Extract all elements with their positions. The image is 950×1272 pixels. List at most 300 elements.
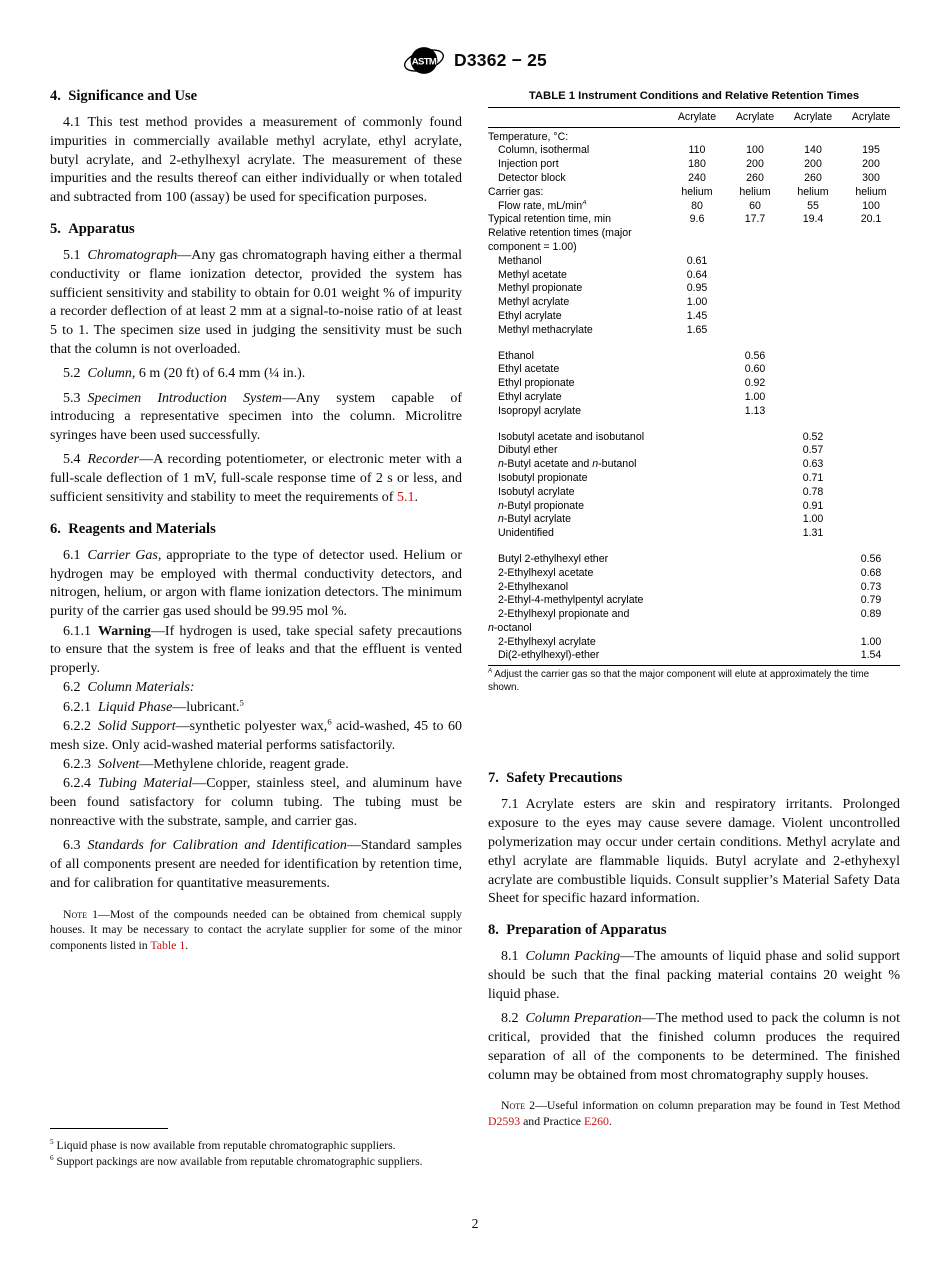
table1-row-label: Unidentified (498, 527, 554, 540)
table1-value-cell (842, 310, 900, 324)
table1-value-cell: 200 (746, 158, 764, 171)
text-segment: —Any gas chromatograph having either a thermal conductivity or flame ionization detector, provided the system has sufficient sensitivity and stability to obtain for 0.01 weight % of impurity a recorder deflection of at least 2 mm at a signal-to-noise ratio of at least 5 to 1. The specimen size used in judging the sensitivity must be such that the column is not overloaded. (50, 247, 462, 357)
table1-value-cell: 9.6 (689, 213, 705, 226)
text-segment: 8.2 (501, 1011, 526, 1027)
table1-row-label: Ethanol (498, 349, 534, 362)
table1-value-cell (668, 513, 726, 527)
table1-spacer-row (488, 541, 900, 553)
table1-value-cell (726, 567, 784, 581)
table1-value-cell: 140 (804, 144, 822, 157)
text-segment: and Practice (520, 1114, 584, 1129)
table1-row-label: Isobutyl acrylate (498, 485, 575, 498)
table1-row-label: Methanol (498, 254, 542, 267)
table1-value-cell: 0.95 (686, 282, 708, 295)
text-segment: Column Materials: (87, 680, 195, 696)
table1-value-cell (842, 350, 900, 364)
table1-column-header: Acrylate (842, 108, 900, 128)
text-segment: n (498, 513, 504, 526)
table1-row-label: Ethyl acrylate (498, 390, 562, 403)
text-segment: . (414, 490, 418, 506)
table1-value-cell (842, 444, 900, 458)
table1-value-cell (668, 458, 726, 472)
table1-row (488, 363, 900, 377)
note-2 (488, 1098, 900, 1129)
table1-row-label: Temperature, °C: (488, 130, 569, 143)
table1-value-cell: 0.61 (686, 254, 708, 267)
table1-row-label: Column, isothermal (498, 144, 590, 157)
table1-value-cell (726, 553, 784, 567)
table1-value-cell (842, 377, 900, 391)
table1-row-label (488, 500, 668, 514)
text-segment: -octanol (493, 621, 532, 634)
table1-value-cell (668, 127, 726, 144)
table1-value-cell (668, 363, 726, 377)
para-6-1 (50, 547, 462, 622)
table1-row (488, 527, 900, 541)
table1-value-cell (726, 255, 784, 269)
text-segment: 6.2.4 (63, 776, 98, 792)
table1-row-label (488, 227, 668, 255)
table1-row (488, 458, 900, 472)
text-segment: —synthetic polyester wax, (175, 719, 328, 735)
table1-value-cell (784, 227, 842, 255)
table1-value-cell (784, 391, 842, 405)
table1-value-cell (784, 594, 842, 608)
table1-row-label: Ethyl acrylate (498, 309, 562, 322)
text-segment: 6.1 (63, 547, 88, 563)
table1-row (488, 608, 900, 636)
table1-row-label: Methyl propionate (498, 282, 583, 295)
table1-value-cell: 0.57 (802, 444, 824, 457)
table1-value-cell: 0.92 (744, 377, 766, 390)
table1-value-cell (842, 282, 900, 296)
table1-value-cell (842, 296, 900, 310)
table1-value-cell: 300 (862, 171, 880, 184)
table1-value-cell (784, 296, 842, 310)
table1-value-cell (668, 227, 726, 255)
table1-row-label (488, 200, 668, 214)
text-segment: 6.2.2 (63, 719, 98, 735)
table1-value-cell: 60 (749, 199, 761, 212)
table1-value-cell: helium (681, 185, 713, 198)
table1-value-cell (726, 458, 784, 472)
table1-value-cell: 0.79 (860, 594, 882, 607)
table1-value-cell (784, 324, 842, 338)
table1-row (488, 513, 900, 527)
document-number: D3362 − 25 (454, 50, 547, 70)
table1-value-cell (726, 594, 784, 608)
table1-value-cell (784, 127, 842, 144)
table1-row (488, 310, 900, 324)
footnote-block (50, 1128, 464, 1170)
text-segment: —Any system capable of introducing a representative specimen into the column. Microlitre syringes have been used successfully. (50, 390, 462, 444)
table1-value-cell: 1.54 (860, 649, 882, 662)
table1-row (488, 444, 900, 458)
table1-value-cell: 0.78 (802, 485, 824, 498)
table1 (488, 90, 900, 694)
table1-spacer-row (488, 338, 900, 350)
text-segment: . (185, 938, 189, 953)
table1-row (488, 649, 900, 665)
table1-row (488, 405, 900, 419)
table1-value-cell (726, 282, 784, 296)
text-segment: acid-washed, 45 to 60 mesh size. Only acid-washed material performs satisfactorily. (50, 719, 463, 753)
table1-value-cell (784, 269, 842, 283)
table1-value-cell: helium (739, 185, 771, 198)
table1-spacer-cell (488, 541, 900, 553)
table1-row-label (488, 513, 668, 527)
table1-value-cell (726, 310, 784, 324)
table1-value-cell (726, 269, 784, 283)
text-segment: 6.2.3 (63, 757, 98, 773)
table1-value-cell (726, 608, 784, 636)
table1-value-cell: 1.00 (802, 513, 824, 526)
table1-value-cell (668, 608, 726, 636)
table1-value-cell (784, 649, 842, 665)
table1-value-cell (668, 553, 726, 567)
table1-value-cell: 0.73 (860, 580, 882, 593)
table1-value-cell: 80 (691, 199, 703, 212)
table1-row-label: Detector block (498, 171, 566, 184)
text-segment: Note (63, 906, 88, 921)
table1-value-cell: 19.4 (802, 213, 824, 226)
table1-row-label: Methyl methacrylate (498, 323, 593, 336)
table1-value-cell (842, 472, 900, 486)
text-segment: Tubing Material (98, 776, 193, 792)
table1-spacer-cell (488, 419, 900, 431)
table1-value-cell: 200 (862, 158, 880, 171)
text-segment: 6.2.1 (63, 699, 98, 715)
para-5-4 (50, 451, 462, 507)
table1-row-label: 2-Ethylhexanol (498, 580, 569, 593)
text-segment: n (592, 458, 599, 471)
table1-row (488, 567, 900, 581)
text-segment: 5 (50, 1138, 54, 1147)
footnote-rule (50, 1128, 168, 1129)
text-segment: 6.1.1 (63, 623, 98, 639)
table1-value-cell (726, 296, 784, 310)
table1-value-cell: 0.64 (686, 268, 708, 281)
table1-corner-cell (488, 108, 668, 128)
table1-value-cell: 100 (746, 144, 764, 157)
text-segment: n (498, 458, 504, 471)
table1-value-cell: 0.63 (802, 458, 824, 471)
text-segment: 2—Useful information on column preparation may be found in Test Method (525, 1098, 900, 1113)
page-number: 2 (471, 1216, 479, 1231)
table1-value-cell (668, 350, 726, 364)
table1-value-cell: 1.65 (686, 323, 708, 336)
text-segment: 6 (327, 716, 332, 727)
para-6-3 (50, 837, 462, 893)
table1-value-cell: 0.68 (860, 566, 882, 579)
text-segment: component = 1.00) (488, 240, 577, 253)
table1-value-cell (668, 581, 726, 595)
table1-row-label: Isobutyl acetate and isobutanol (498, 430, 645, 443)
table1-value-cell (842, 527, 900, 541)
table1-value-cell: 100 (862, 199, 880, 212)
text-segment: 7.1 Acrylate esters are skin and respiratory irritants. Prolonged exposure to the eyes may cause severe damage. Violent uncontrolled polymerization may occur under certain conditions. Methyl acrylate and ethyl acrylate are flammable liquids. Butyl acrylate and 2-ethyhexyl acrylate are combustible liquids. Consult supplier’s Material Safety Data Sheet for specific hazard information. (488, 797, 900, 907)
table1-value-cell (784, 608, 842, 636)
table1-value-cell: 0.91 (802, 499, 824, 512)
astm-logo-text: ASTM (411, 56, 437, 68)
table1-value-cell: 1.00 (686, 296, 708, 309)
table1-value-cell (726, 527, 784, 541)
text-segment: Relative retention times (major (488, 227, 632, 240)
text-segment: n (498, 499, 504, 512)
table1-row (488, 500, 900, 514)
page-header (0, 42, 950, 79)
table1-value-cell (842, 458, 900, 472)
table1-row (488, 594, 900, 608)
table1-value-cell (842, 405, 900, 419)
table1-row (488, 255, 900, 269)
cross-reference-link[interactable]: Table 1 (150, 938, 186, 953)
table1-value-cell: 1.00 (744, 390, 766, 403)
table1-row (488, 213, 900, 227)
table1-row (488, 269, 900, 283)
text-segment: 6 m (20 ft) of 6.4 mm (¼ in.). (135, 366, 306, 382)
table1-row-label: Isobutyl propionate (498, 471, 588, 484)
table1-value-cell: helium (855, 185, 887, 198)
text-segment: Chromatograph (87, 247, 178, 263)
text-segment: Liquid Phase (98, 699, 173, 715)
text-segment: 2-Ethylhexyl propionate and (498, 608, 630, 621)
table1-row-label: Methyl acetate (498, 268, 567, 281)
table1-grid (488, 107, 900, 666)
table1-value-cell: 1.45 (686, 309, 708, 322)
text-segment: Column Preparation (525, 1011, 642, 1027)
text-segment: 6.2 (63, 680, 88, 696)
table1-value-cell (784, 581, 842, 595)
table1-value-cell (842, 431, 900, 445)
table1-value-cell: 180 (688, 158, 706, 171)
table1-row (488, 636, 900, 650)
table1-value-cell (726, 444, 784, 458)
text-segment: 6.3 (63, 838, 88, 854)
astm-logo-icon (403, 42, 445, 79)
text-segment: 5.3 (63, 390, 88, 406)
footnote-6 (50, 1154, 464, 1170)
table1-value-cell (726, 431, 784, 445)
table1-value-cell (726, 649, 784, 665)
para-7-1 (488, 796, 900, 909)
text-segment: 6 (50, 1154, 54, 1163)
table1-value-cell: 0.52 (802, 430, 824, 443)
table1-value-cell (784, 405, 842, 419)
text-segment: . (608, 1114, 612, 1129)
table1-value-cell: 240 (688, 171, 706, 184)
table1-value-cell: 1.31 (802, 527, 824, 540)
table1-row-label: Ethyl propionate (498, 377, 575, 390)
table1-value-cell (668, 500, 726, 514)
table1-value-cell (668, 649, 726, 665)
text-segment: Support packings are now available from reputable chromatographic suppliers. (53, 1155, 423, 1169)
table1-value-cell (842, 255, 900, 269)
table1-row-label (488, 608, 668, 636)
table1-value-cell (668, 431, 726, 445)
para-4-1 (50, 114, 462, 208)
table1-row (488, 227, 900, 255)
table1-value-cell (784, 363, 842, 377)
text-segment: —Methylene chloride, reagent grade. (139, 757, 349, 773)
table1-column-header: Acrylate (726, 108, 784, 128)
table1-value-cell (668, 486, 726, 500)
table1-value-cell: 17.7 (744, 213, 766, 226)
table1-row-label (488, 458, 668, 472)
table1-value-cell (668, 636, 726, 650)
note-1 (50, 907, 462, 954)
table1-value-cell (668, 472, 726, 486)
text-segment: n (488, 621, 494, 634)
table1-row-label: 2-Ethyl-4-methylpentyl acrylate (498, 594, 644, 607)
text-segment: Warning (98, 623, 151, 639)
text-segment: Liquid phase is now available from reputable chromatographic suppliers. (53, 1139, 396, 1152)
text-segment: Column, (87, 366, 136, 382)
text-segment: —A recording potentiometer, or electronic meter with a full-scale deflection of 1 mV, full-scale response time of 2 s or less, and sufficient sensitivity and stability to meet the requirements of (50, 452, 462, 506)
text-segment: Solid Support (98, 719, 176, 735)
table1-row-label: Typical retention time, min (488, 213, 612, 226)
table1-value-cell: 195 (862, 144, 880, 157)
table1-value-cell (842, 324, 900, 338)
table1-value-cell (842, 391, 900, 405)
text-segment: Standards for Calibration and Identification (87, 838, 347, 854)
table1-value-cell (726, 581, 784, 595)
table1-value-cell: 20.1 (860, 213, 882, 226)
table1-value-cell (726, 324, 784, 338)
table1-value-cell (668, 527, 726, 541)
table1-value-cell: 0.56 (744, 349, 766, 362)
para-5-1 (50, 247, 462, 360)
table1-value-cell (668, 444, 726, 458)
para-6-2-2 (50, 718, 462, 756)
table1-row (488, 186, 900, 200)
table1-value-cell (726, 227, 784, 255)
cross-reference-link[interactable]: 5.1 (396, 490, 415, 506)
para-8-1 (488, 948, 900, 1004)
text-segment: 5.4 (63, 452, 88, 468)
section-6-heading: 6. Reagents and Materials (50, 520, 216, 537)
table1-body (488, 127, 900, 666)
table1-value-cell (784, 553, 842, 567)
table1-row (488, 377, 900, 391)
para-5-3 (50, 390, 462, 446)
para-6-1-1 (50, 623, 462, 679)
text-segment: A (582, 199, 587, 207)
table1-value-cell: helium (797, 185, 829, 198)
table1-row-label: Butyl 2-ethylhexyl ether (498, 552, 609, 565)
table1-value-cell (842, 269, 900, 283)
text-segment: 5.2 (63, 366, 88, 382)
text-segment: -butanol (598, 458, 637, 471)
table1-value-cell: 55 (807, 199, 819, 212)
table1-value-cell (668, 391, 726, 405)
table1-row-label: 2-Ethylhexyl acetate (498, 566, 594, 579)
table1-value-cell (668, 567, 726, 581)
text-segment: Flow rate, mL/min (498, 199, 583, 212)
table1-row (488, 158, 900, 172)
table1-value-cell: 1.00 (860, 635, 882, 648)
table1-row (488, 581, 900, 595)
para-6-2 (50, 679, 462, 698)
cross-reference-link[interactable]: D2593 (488, 1114, 521, 1129)
text-segment: -Butyl acrylate (503, 513, 572, 526)
table1-value-cell (784, 350, 842, 364)
table1-column-header: Acrylate (668, 108, 726, 128)
table1-row (488, 486, 900, 500)
table1-row (488, 282, 900, 296)
text-segment: appropriate to the type of detector used. Helium or hydrogen may be employed with thermal conductivity detectors, and nitrogen, helium, or argon with flame ionization detectors. The minimum purity of the carrier gas used should be 99.95 mol %. (50, 547, 462, 620)
table1-row (488, 296, 900, 310)
table1-row (488, 144, 900, 158)
table1-row-label: Dibutyl ether (498, 444, 558, 457)
table1-value-cell: 110 (688, 144, 706, 157)
table1-value-cell (842, 363, 900, 377)
table1-row-label: Isopropyl acrylate (498, 404, 582, 417)
text-segment: —lubricant. (172, 699, 240, 715)
section-5-heading: 5. Apparatus (50, 220, 135, 237)
table1-footnote (488, 669, 900, 694)
table1-spacer-row (488, 419, 900, 431)
cross-reference-link[interactable]: E260 (584, 1114, 609, 1129)
text-segment: 5.1 (63, 247, 88, 263)
para-8-2 (488, 1010, 900, 1085)
text-segment: 4.1 This test method provides a measurement of commonly found impurities in commercially available methyl acrylate, ethyl acrylate, butyl acrylate, and 2-ethylhexyl acrylate. The measurement of these impurities and the results thereof can either individually or when totaled and subtracted from 100 (assay) be used for specification purposes. (50, 115, 462, 206)
table1-value-cell: 200 (804, 158, 822, 171)
table1-row (488, 431, 900, 445)
table1-value-cell (842, 513, 900, 527)
text-segment: Carrier Gas, (87, 547, 162, 563)
table1-value-cell (842, 127, 900, 144)
left-column (50, 88, 462, 954)
table1-value-cell: 0.89 (860, 608, 882, 621)
table1-value-cell: 0.60 (744, 363, 766, 376)
table1-row-label: Di(2-ethylhexyl)-ether (498, 649, 600, 662)
text-segment: 5 (239, 697, 244, 708)
text-segment: 8.1 (501, 949, 526, 965)
table1-value-cell (668, 594, 726, 608)
table1-value-cell: 0.56 (860, 552, 882, 565)
table1-row-label: Methyl acrylate (498, 296, 570, 309)
table1-row-label: Ethyl acetate (498, 363, 560, 376)
table1-value-cell (784, 310, 842, 324)
text-segment: A (488, 667, 493, 675)
table1-value-cell (784, 567, 842, 581)
text-segment: —Copper, stainless steel, and aluminum have been found satisfactory for column tubing. The tubing must be nonreactive with the substrate, sample, and carrier gas. (50, 776, 462, 829)
table1-row (488, 472, 900, 486)
text-segment: -Butyl propionate (503, 499, 584, 512)
table1-row (488, 350, 900, 364)
table1-value-cell (668, 405, 726, 419)
text-segment: -Butyl acetate and (503, 458, 593, 471)
table1-row (488, 172, 900, 186)
text-segment: —Standard samples of all components present are needed for identification by retention time, and for calibration for quantitative measurements. (50, 838, 462, 891)
table1-value-cell: 260 (804, 171, 822, 184)
text-segment: —The method used to pack the column is not critical, provided that the finished column produces the required separation of all of the components to be determined. The finished column may be obtained from most chromatography supply houses. (488, 1011, 900, 1083)
table1-value-cell (842, 227, 900, 255)
para-5-2 (50, 365, 462, 384)
table1-spacer-cell (488, 338, 900, 350)
table1-value-cell (784, 636, 842, 650)
table1-value-cell (668, 377, 726, 391)
text-segment: Column Packing (525, 949, 621, 965)
table1-value-cell (784, 255, 842, 269)
table1-value-cell (784, 282, 842, 296)
footnote-5 (50, 1138, 464, 1154)
table1-value-cell (726, 127, 784, 144)
para-6-2-1 (50, 699, 462, 718)
text-segment: —If hydrogen is used, take special safety precautions to ensure that the system is free of leaks and that the effluent is vented properly. (50, 623, 462, 677)
table1-value-cell (726, 500, 784, 514)
